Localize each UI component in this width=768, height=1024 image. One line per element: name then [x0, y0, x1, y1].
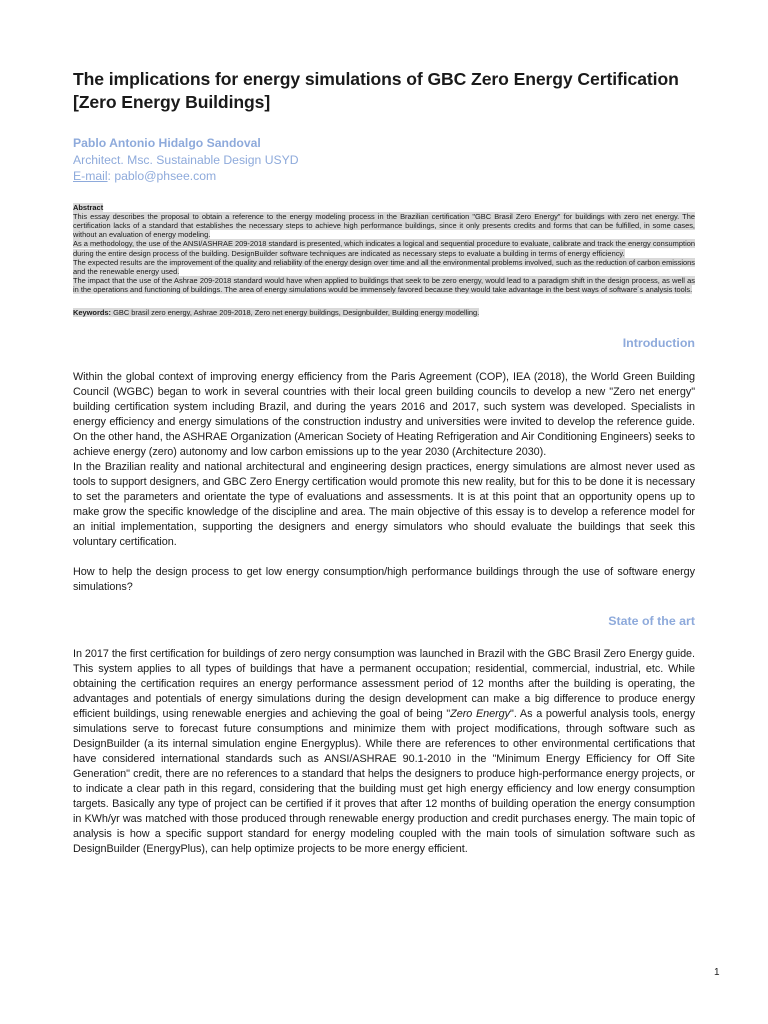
author-name: Pablo Antonio Hidalgo Sandoval [73, 136, 261, 150]
email-label: E-mail [73, 169, 108, 183]
author-email-line [73, 168, 695, 185]
keywords-text: GBC brasil zero energy, Ashrae 209-2018, Zero net energy buildings, Designbuilder, Building energy modelling. [111, 307, 480, 317]
email-address: pablo@phsee.com [114, 169, 217, 183]
email-separator: : [107, 169, 115, 183]
state-of-art-paragraph: In 2017 the first certification for buildings of zero nergy consumption was launched in Brazil with the GBC Brasil Zero Energy guide. This system applies to all types of buildings that have a permanent occupation; residential, commercial, industrial, etc. While obtaining the certification requires an energy performance assessment period of 12 months after the building is operating, the advantages and potentials of energy simulations during the design development can make a big difference to produce energy efficient buildings, using renewable energies and achieving the goal of being "Zero Energy". As a powerful analysis tools, energy simulations serve to forecast future consumptions and minimize them with project modifications, through software such as DesignBuilder (a its internal simulation engine Energyplus). While there are references to other environmental certifications that have considered international standards such as ANSI/ASHRAE 90.1-2010 in the "Minimum Energy Efficiency for Off Site Generation" credit, there are no references to a standard that helps the designers to produce high-performance energy projects, or to indicate a clear path in this regard, considering that the building must get high energy efficiency and low energy consumption targets. Basically any type of project can be certified if it proves that after 12 months of building operation the energy consumption in KWh/yr was matched with those produced through renewable energy production and credit purchases energy. The main topic of analysis is how a specific support standard for energy modeling coupled with the main tools of simulation software such as DesignBuilder (EnergyPlus), can help optimize projects to be more energy efficient. [73, 647, 695, 855]
introduction-paragraph-2: In the Brazilian reality and national architectural and engineering design practices, energy simulations are almost never used as tools to support designers, and GBC Zero Energy certification would promote this new reality, but for this to be done it is necessary to set the parameters and orientate the type of evaluations and assessments. It is at this point that an opportunity opens up to make grow the specific knowledge of the discipline and area. The main objective of this essay is to develop a reference model for an initial implementation, supporting the designers and energy simulators who should evaluate the buildings that seek this voluntary certification. [73, 460, 695, 548]
research-question: How to help the design process to get low energy consumption/high performance buildings through the use of software energy simulations? [73, 565, 695, 593]
introduction-paragraph-1: Within the global context of improving energy efficiency from the Paris Agreement (COP), IEA (2018), the World Green Building Council (WGBC) began to work in several countries with their local green building councils to develop a new "Zero net energy" building certification system including Brazil, and during the years 2016 and 2017, such system was developed. Specialists in energy efficiency and energy simulations of the construction industry and universities were invited to develop the reference guide. On the other hand, the ASHRAE Organization (American Society of Heating Refrigeration and Air Conditioning Engineers) seeks to achieve energy (zero) autonomy and low carbon emissions up to the year 2030 (Architecture 2030). [73, 370, 695, 458]
abstract-heading: Abstract [73, 202, 104, 212]
abstract-paragraph: This essay describes the proposal to obtain a reference to the energy modeling process in the Brazilian certification "GBC Brasil Zero Energy" for buildings with zero net energy. The certification lacks of a standard that establishes the necessary steps to achieve high performance buildings, since it only presents credits and forms that can be fulfilled, in some cases, without an evaluation of energy modeling. [73, 211, 695, 240]
keywords-label: Keywords: [73, 307, 112, 317]
keywords [73, 308, 695, 317]
abstract-paragraph: As a methodology, the use of the ANSI/ASHRAE 209-2018 standard is presented, which indicates a logical and sequential procedure to evaluate, calibrate and track the energy consumption during the entire design process of the building. DesignBuilder software techniques are indicated as necessary steps to evaluate a building in terms of energy efficiency. [73, 239, 695, 258]
document-title: The implications for energy simulations of GBC Zero Energy Certification [Zero Energy Buildings] [73, 69, 679, 112]
page-number: 1 [714, 967, 720, 978]
author-affiliation: Architect. Msc. Sustainable Design USYD [73, 152, 299, 167]
author-block [73, 135, 695, 185]
introduction-heading: Introduction [622, 335, 695, 350]
abstract-paragraph: The impact that the use of the Ashrae 209-2018 standard would have when applied to buildings that seek to be zero energy, would lead to a paradigm shift in the design process, as well as in the operations and functioning of buildings. The area of energy simulations would be immensely favored because they would take advantage in the best ways of software´s analysis tools. [73, 276, 695, 295]
document-page [73, 68, 695, 857]
state-of-art-heading: State of the art [608, 613, 695, 628]
abstract-paragraph: The expected results are the improvement of the quality and reliability of the energy design over time and all the environmental problems involved, such as the reduction of carbon emissions and the renewable energy used. [73, 257, 695, 276]
abstract [73, 203, 695, 295]
zero-energy-italic: Zero Energy [450, 707, 511, 720]
